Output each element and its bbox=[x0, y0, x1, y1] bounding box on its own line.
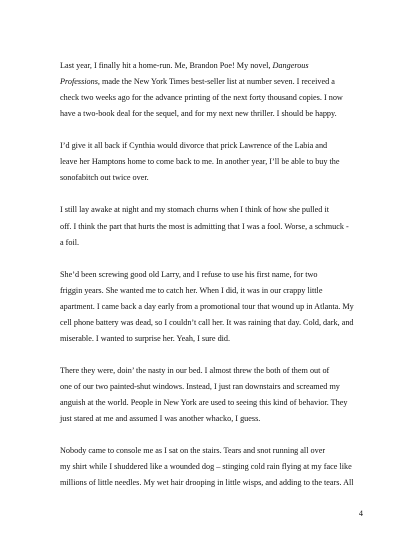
paragraph-2-text: I’d give it all back if Cynthia would divorce that prick Lawrence of the Labia and leave her Hamptons home to come back to me. In another year, I’ll be able to buy the sonofabitch out twice over. bbox=[60, 141, 340, 183]
paragraph-1-segment-1: Last year, I finally hit a home-run. Me, Brandon Poe! My novel, bbox=[60, 61, 273, 71]
paragraph-1 bbox=[60, 42, 361, 122]
page-number: 4 bbox=[358, 509, 363, 518]
paragraph-3 bbox=[60, 186, 361, 250]
paragraph-2 bbox=[60, 122, 361, 186]
paragraph-4-text: She’d been screwing good old Larry, and I refuse to use his first name, for two friggin years. She wanted me to catch her. When I did, it was in our crappy little apartment. I came back a day early from a promotional tour that wound up in Atlanta. My cell phone battery was dead, so I couldn’t call her. It was raining that day. Cold, dark, and miserable. I wanted to surprise her. Yeah, I sure did. bbox=[60, 269, 354, 343]
paragraph-4 bbox=[60, 251, 361, 347]
body-text bbox=[60, 42, 361, 491]
paragraph-6-text: Nobody came to console me as I sat on the stairs. Tears and snot running all over my shirt while I shuddered like a wounded dog – stinging cold rain flying at my face like millions of little needles. My wet hair drooping in little wisps, and adding to the tears. All bbox=[60, 446, 354, 488]
paragraph-5-text: There they were, doin’ the nasty in our bed. I almost threw the both of them out of one of our two painted-shut windows. Instead, I just ran downstairs and screamed my anguish at the world. People in New York are used to seeing this kind of behavior. They just stared at me and assumed I was another whacko, I guess. bbox=[60, 365, 348, 424]
paragraph-5 bbox=[60, 347, 361, 427]
paragraph-3-text: I still lay awake at night and my stomach churns when I think of how she pulled it off. I think the part that hurts the most is admitting that I was a fool. Worse, a schmuck - a foil. bbox=[60, 205, 349, 247]
book-title-italic: Dangerous Professions bbox=[60, 61, 309, 87]
paragraph-1-segment-3: , made the New York Times best-seller list at number seven. I received a check two weeks ago for the advance printing of the next forty thousand copies. I now have a two-book deal for the sequel, and for my next new thriller. I should be happy. bbox=[60, 77, 343, 119]
paragraph-6 bbox=[60, 427, 361, 491]
